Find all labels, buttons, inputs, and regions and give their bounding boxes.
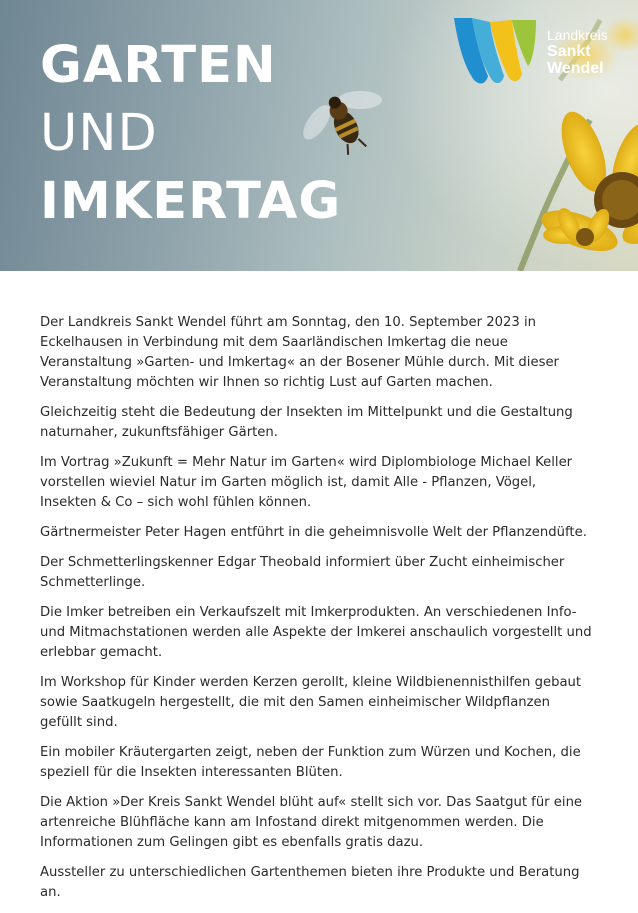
logo-text: [547, 28, 608, 77]
logo-text-line-1: Landkreis: [547, 27, 608, 43]
title-line-1: GARTEN: [40, 36, 277, 95]
title-line-3: IMKERTAG: [40, 172, 342, 231]
logo-text-line-2: Sankt: [547, 43, 591, 60]
header-banner: [0, 0, 638, 271]
body-text: [40, 313, 596, 913]
paragraph-beekeepers: Die Imker betreiben ein Verkaufszelt mit Imkerprodukten. An verschiedenen Info- und Mitmachstationen werden alle Aspekte der Imkerei anschaulich vorgestellt und erlebbar gemacht.: [40, 605, 592, 660]
paragraph-insects: Gleichzeitig steht die Bedeutung der Insekten im Mittelpunkt und die Gestaltung naturnaher, zukunftsfähiger Gärten.: [40, 405, 573, 440]
paragraph-intro: Der Landkreis Sankt Wendel führt am Sonntag, den 10. September 2023 in Eckelhausen in Verbindung mit dem Saarländischen Imkertag die neue Veranstaltung »Garten- und Imkertag« an der Bosener Mühle durch. Mit dieser Veranstaltung möchten wir Ihnen so richtig Lust auf Garten machen.: [40, 315, 559, 390]
paragraph-campaign: Die Aktion »Der Kreis Sankt Wendel blüht auf« stellt sich vor. Das Saatgut für eine artenreiche Blühfläche kann am Infostand direkt mitgenommen werden. Die Informationen zum Gelingen gibt es ebenfalls gratis dazu.: [40, 795, 583, 850]
landkreis-sankt-wendel-logo-icon: [452, 14, 538, 86]
paragraph-workshop: Im Workshop für Kinder werden Kerzen gerollt, kleine Wildbienennisthilfen gebaut sowie Saatkugeln hergestellt, die mit den Samen einheimischer Wildpflanzen gefüllt sind.: [40, 675, 582, 730]
paragraph-lecture: Im Vortrag »Zukunft = Mehr Natur im Garten« wird Diplombiologe Michael Keller vorstellen wieviel Natur im Garten möglich ist, damit Alle - Pflanzen, Vögel, Insekten & Co – sich wohl fühlen können.: [40, 455, 573, 510]
logo-text-line-3: Wendel: [547, 60, 604, 77]
paragraph-exhibitors: Aussteller zu unterschiedlichen Gartenthemen bieten ihre Produkte und Beratung an.: [40, 865, 580, 900]
landkreis-logo: [452, 14, 622, 86]
title-line-2: UND: [40, 104, 158, 163]
paragraph-fragrance: Gärtnermeister Peter Hagen entführt in die geheimnisvolle Welt der Pflanzendüfte.: [40, 525, 587, 540]
paragraph-herb-garden: Ein mobiler Kräutergarten zeigt, neben der Funktion zum Würzen und Kochen, die speziell für die Insekten interessanten Blüten.: [40, 745, 581, 780]
paragraph-butterflies: Der Schmetterlingskenner Edgar Theobald informiert über Zucht einheimischer Schmetterlinge.: [40, 555, 565, 590]
